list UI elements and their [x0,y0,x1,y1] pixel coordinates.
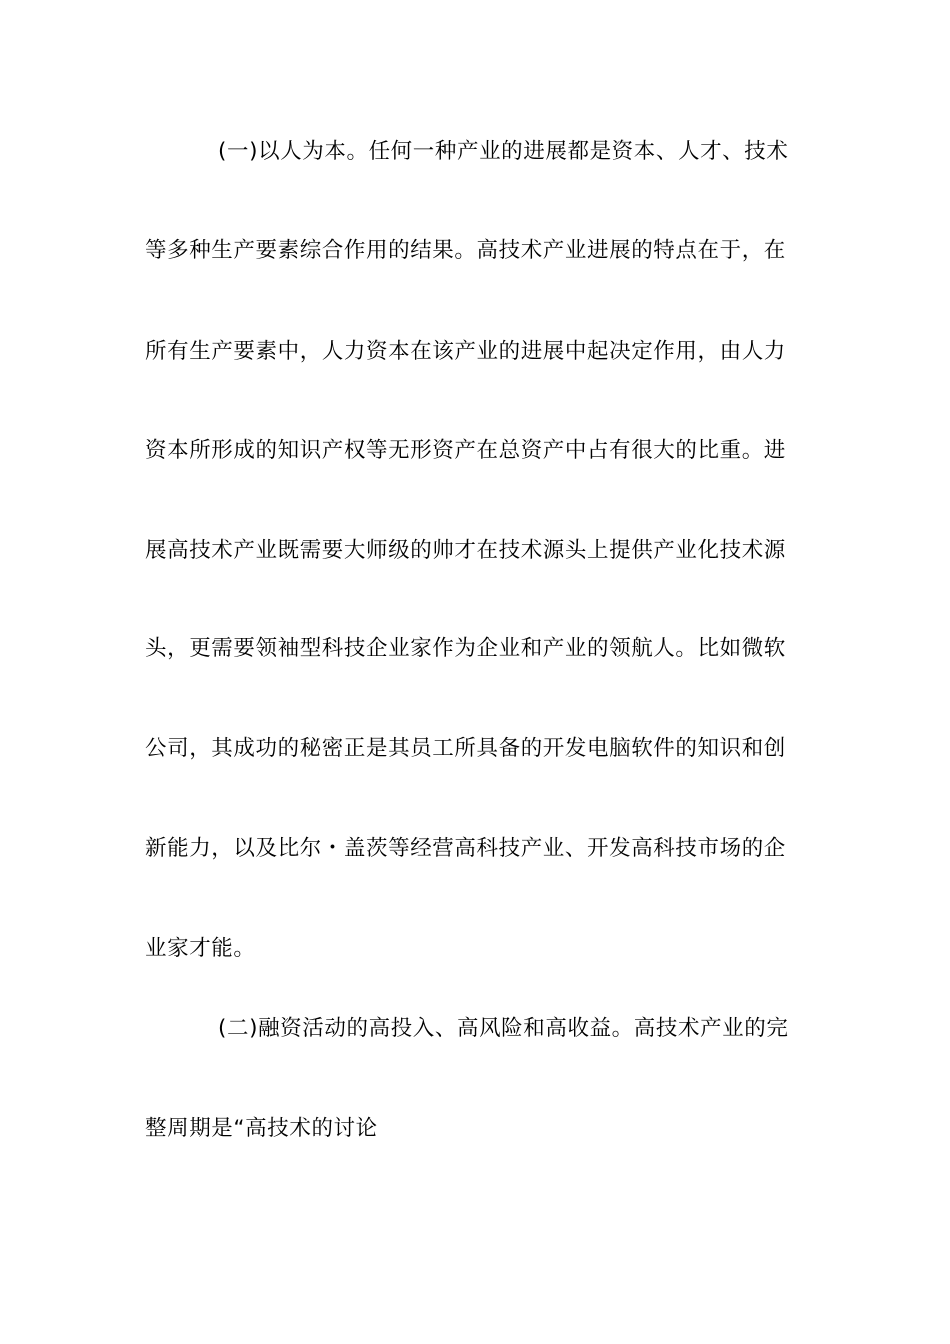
paragraph-1-line-3: 所有生产要素中，人力资本在该产业的进展中起决定作用，由人力 [145,339,786,364]
paragraph-1-line-5: 展高技术产业既需要大师级的帅才在技术源头上提供产业化技术源 [145,538,786,563]
paragraph-1-line-2: 等多种生产要素综合作用的结果。高技术产业进展的特点在于，在 [145,238,786,263]
paragraph-1-line-7: 公司，其成功的秘密正是其员工所具备的开发电脑软件的知识和创 [145,736,786,761]
paragraph-2-line-1: (二)融资活动的高投入、高风险和高收益。高技术产业的完 [218,1016,789,1041]
paragraph-1-line-8: 新能力，以及比尔・盖茨等经营高科技产业、开发高科技市场的企 [145,836,786,861]
paragraph-1-line-6: 头，更需要领袖型科技企业家作为企业和产业的领航人。比如微软 [145,636,786,661]
paragraph-1-line-4: 资本所形成的知识产权等无形资产在总资产中占有很大的比重。进 [145,438,786,463]
paragraph-1-line-9: 业家才能。 [145,936,256,961]
paragraph-1-line-1: (一)以人为本。任何一种产业的进展都是资本、人才、技术 [218,139,789,164]
paragraph-2-line-2: 整周期是“高技术的讨论 [145,1116,378,1141]
